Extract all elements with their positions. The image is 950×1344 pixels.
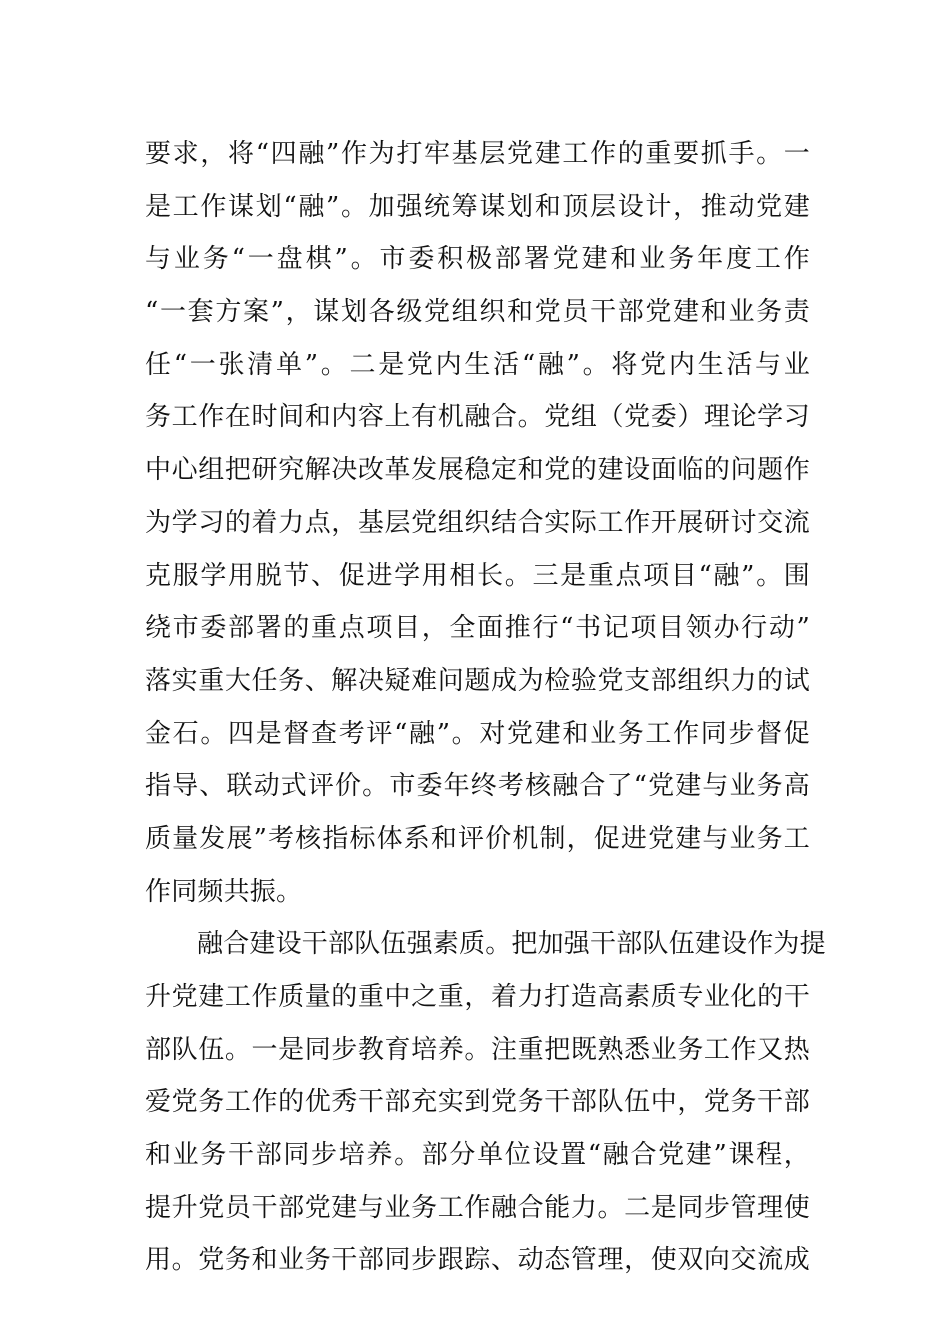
- text-line: 指导、联动式评价。市委年终考核融合了“党建与业务高: [145, 771, 810, 802]
- text-line: 作同频共振。: [145, 876, 303, 907]
- text-line: 升党建工作质量的重中之重，着力打造高素质专业化的干: [145, 982, 810, 1012]
- text-line: 提升党员干部党建与业务工作融合能力。二是同步管理使: [145, 1192, 810, 1223]
- text-line: 中心组把研究解决改革发展稳定和党的建设面临的问题作: [145, 455, 810, 486]
- text-line: 爱党务工作的优秀干部充实到党务干部队伍中，党务干部: [145, 1087, 810, 1118]
- body-text: [145, 128, 826, 1287]
- text-line: 任“一张清单”。二是党内生活“融”。将党内生活与业: [145, 349, 810, 380]
- text-line: 要求，将“四融”作为打牢基层党建工作的重要抓手。一: [145, 139, 810, 169]
- text-line: 用。党务和业务干部同步跟踪、动态管理，使双向交流成: [145, 1245, 810, 1276]
- text-line: 部队伍。一是同步教育培养。注重把既熟悉业务工作又热: [145, 1034, 810, 1065]
- text-line: 绕市委部署的重点项目，全面推行“书记项目领办行动”: [145, 613, 810, 644]
- text-line: 是工作谋划“融”。加强统筹谋划和顶层设计，推动党建: [145, 191, 810, 222]
- paragraph-heading-line: 融合建设干部队伍强素质。把加强干部队伍建设作为提: [197, 929, 826, 960]
- text-line: 克服学用脱节、促进学用相长。三是重点项目“融”。围: [145, 560, 810, 591]
- text-line: 和业务干部同步培养。部分单位设置“融合党建”课程，: [145, 1140, 810, 1171]
- text-line: 落实重大任务、解决疑难问题成为检验党支部组织力的试: [145, 665, 810, 696]
- text-line: “一套方案”，谋划各级党组织和党员干部党建和业务责: [145, 297, 810, 328]
- text-line: 与业务“一盘棋”。市委积极部署党建和业务年度工作: [145, 244, 810, 275]
- text-line: 务工作在时间和内容上有机融合。党组（党委）理论学习: [145, 402, 810, 433]
- text-line: 金石。四是督查考评“融”。对党建和业务工作同步督促: [145, 718, 810, 749]
- text-line: 质量发展”考核指标体系和评价机制，促进党建与业务工: [145, 823, 810, 854]
- text-line: 为学习的着力点，基层党组织结合实际工作开展研讨交流: [145, 507, 810, 538]
